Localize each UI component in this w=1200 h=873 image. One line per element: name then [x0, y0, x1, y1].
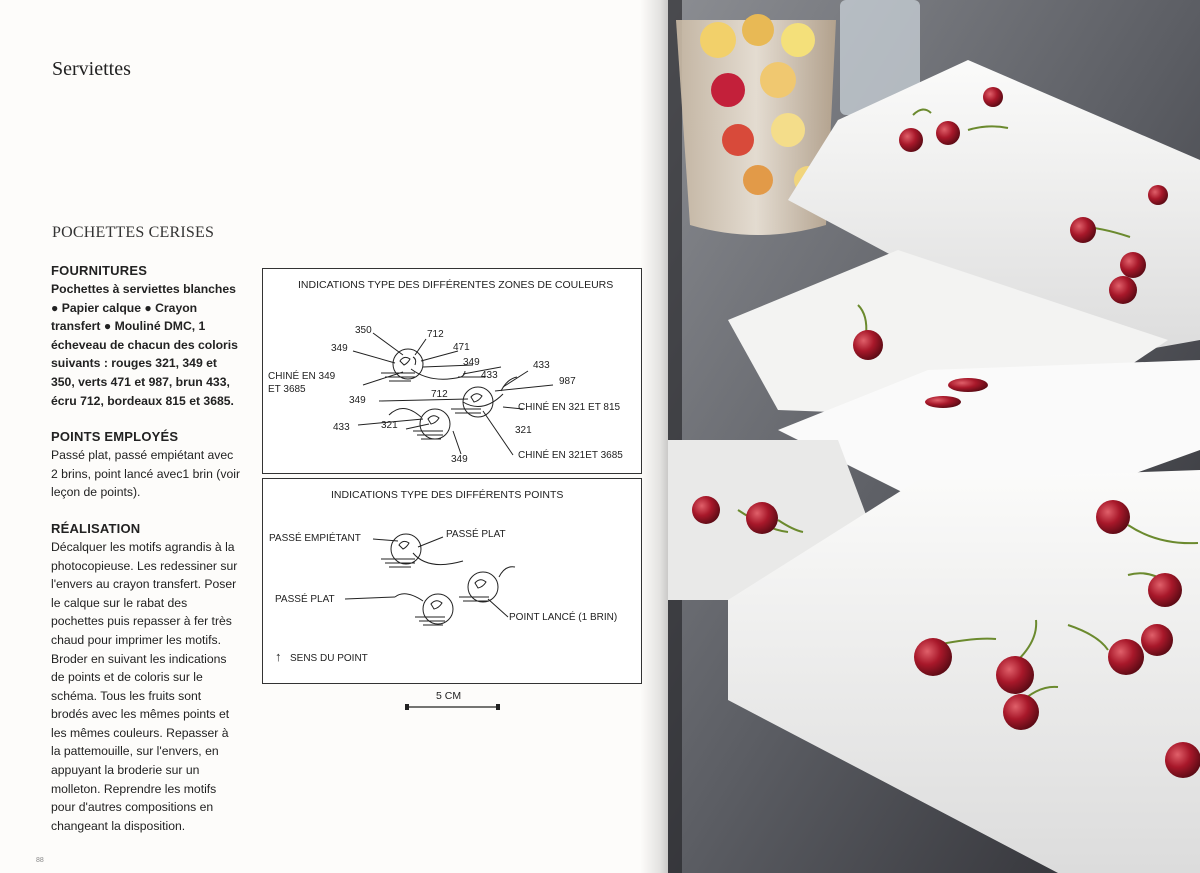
label-349: 349 [451, 454, 468, 465]
color-zones-drawing [263, 269, 641, 473]
label-chine-321-815: CHINÉ EN 321 ET 815 [518, 402, 621, 413]
color-zones-title: INDICATIONS TYPE DES DIFFÉRENTES ZONES DE COULEURS [298, 279, 614, 291]
instructions-column [51, 262, 241, 835]
scale-bar [402, 701, 502, 713]
stitches-diagram [262, 478, 642, 684]
label-712: 712 [431, 389, 448, 400]
realisation-text-1: Décalquer les motifs agrandis à la photocopieuse. Les redessiner sur l'envers au crayon transfert. Poser le calque sur le rabat des pochettes puis repasser à fer très chaud pour imprimer les motifs. [51, 539, 238, 647]
fournitures-heading: FOURNITURES [51, 263, 148, 278]
label-chine-349: CHINÉ EN 349 [268, 371, 336, 382]
color-zones-diagram [262, 268, 642, 474]
label-987: 987 [559, 376, 576, 387]
label-et-3685: ET 3685 [268, 384, 306, 395]
label-passe-plat: PASSÉ PLAT [275, 594, 335, 605]
arrow-up-icon: ↑ [275, 649, 282, 664]
stitches-title: INDICATIONS TYPE DES DIFFÉRENTS POINTS [331, 489, 564, 501]
stitches-drawing [263, 479, 641, 683]
label-321: 321 [515, 425, 532, 436]
page-title: Serviettes [52, 58, 131, 80]
photo-illustration [668, 0, 1200, 873]
book-gutter [640, 0, 668, 873]
label-350: 350 [355, 325, 372, 336]
realisation-heading: RÉALISATION [51, 520, 141, 536]
label-349: 349 [463, 357, 480, 368]
label-chine-321-3685: CHINÉ EN 321ET 3685 [518, 450, 623, 461]
label-712: 712 [427, 329, 444, 340]
label-passe-empietant: PASSÉ EMPIÉTANT [269, 533, 361, 544]
label-433: 433 [533, 360, 550, 371]
label-passe-plat: PASSÉ PLAT [446, 529, 506, 540]
fournitures-text: Pochettes à serviettes blanches ● Papier calque ● Crayon transfert ● Mouliné DMC, 1 écheveau de chacun des coloris suivants : rouges 321, 349 et 350, verts 471 et 987, brun 433, écru 712, bordeaux 815 et 3685. [51, 282, 238, 408]
section-title: POCHETTES CERISES [52, 224, 215, 241]
scale-label: 5 CM [436, 690, 462, 702]
label-349: 349 [331, 343, 348, 354]
label-433: 433 [481, 370, 498, 381]
label-349: 349 [349, 395, 366, 406]
label-321: 321 [381, 420, 398, 431]
label-471: 471 [453, 342, 470, 353]
label-sens-du-point: SENS DU POINT [290, 653, 368, 664]
label-point-lance: POINT LANCÉ (1 BRIN) [509, 612, 618, 623]
points-heading: POINTS EMPLOYÉS [51, 429, 179, 445]
realisation-text-2: Broder en suivant les indications de points et de coloris sur le schéma. Tous les fruits sont brodés avec les mêmes points et les mêmes couleurs. Repasser à la pattemouille, sur l'envers, en appuyant la broderie sur un molleton. Reprendre les motifs pour d'autres compositions en changeant la disposition. [51, 651, 230, 833]
points-text: Passé plat, passé empiétant avec 2 brins, point lancé avec1 brin (voir leçon de points). [51, 448, 241, 500]
cherry-outline [423, 594, 453, 624]
cherry-napkin-photo [668, 0, 1200, 873]
cherry-outline [393, 349, 423, 379]
page-number: 88 [36, 857, 44, 864]
label-433: 433 [333, 422, 350, 433]
